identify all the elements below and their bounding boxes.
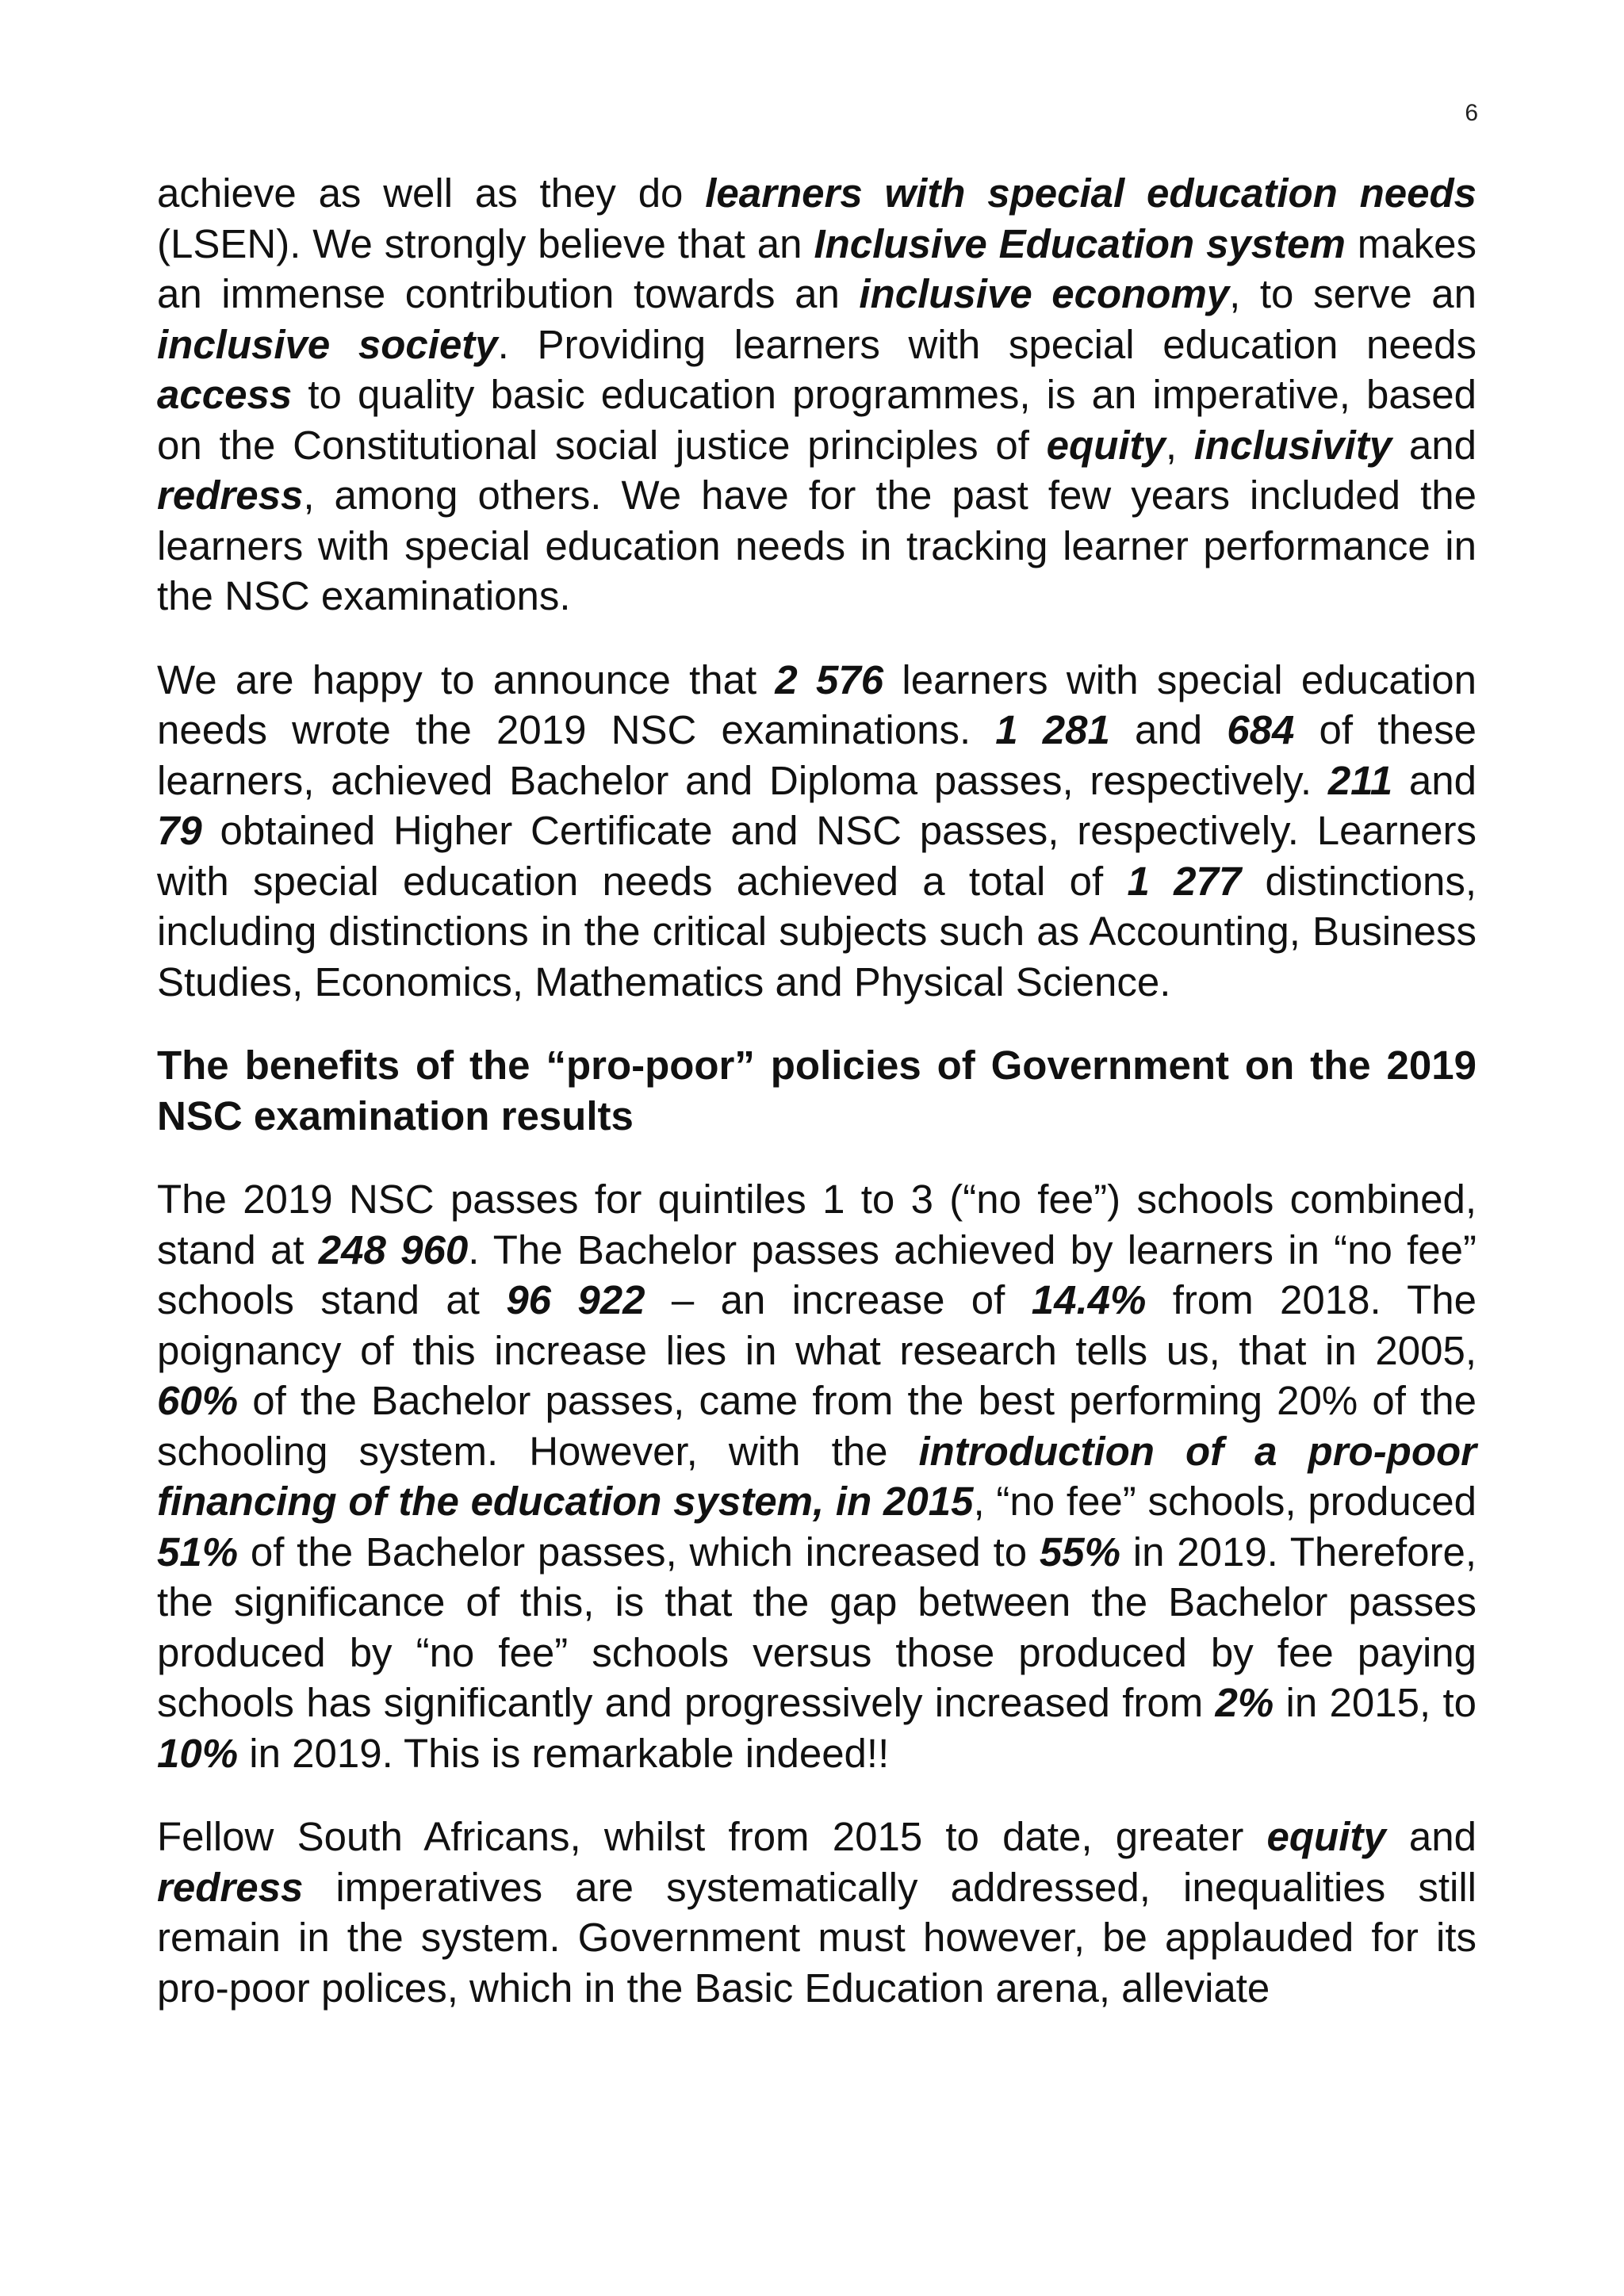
body-text: achieve as well as they do — [157, 170, 706, 216]
emphasized-text: 55% — [1039, 1529, 1120, 1575]
body-text: imperatives are systematically addressed, inequalities still remain in the system. Government must however, be applauded for its pro-poor polices, which in the Basic Education arena, alleviate — [157, 1864, 1477, 2011]
body-text: Fellow South Africans, whilst from 2015 to date, greater — [157, 1814, 1267, 1859]
emphasized-text: equity — [1046, 422, 1166, 468]
emphasized-text: inclusive society — [157, 321, 498, 367]
emphasized-text: redress — [157, 473, 304, 518]
body-text: of the Bachelor passes, came from the best performing 20% of the schooling system. However, with the — [157, 1378, 1477, 1474]
body-text: – an increase of — [645, 1277, 1032, 1322]
emphasized-text: access — [157, 372, 293, 417]
document-body — [157, 168, 1477, 2046]
body-text: (LSEN). We strongly believe that an — [157, 220, 814, 266]
body-text: We are happy to announce that — [157, 656, 776, 702]
body-text: and — [1385, 1814, 1477, 1859]
body-text: and — [1392, 422, 1477, 468]
emphasized-text: 51% — [157, 1529, 239, 1575]
emphasized-text: 1 281 — [995, 707, 1110, 752]
emphasized-text: Inclusive Education system — [814, 220, 1346, 266]
emphasized-text: redress — [157, 1864, 304, 1910]
emphasized-text: equity — [1266, 1814, 1386, 1859]
emphasized-text: 14.4% — [1031, 1277, 1147, 1322]
lsen-results-paragraph — [157, 655, 1477, 1008]
emphasized-text: 2% — [1215, 1680, 1274, 1725]
body-text: from 2018. The poignancy of this increase lies in what research tells us, that in 2005, — [157, 1277, 1477, 1373]
lsen-paragraph — [157, 168, 1477, 622]
emphasized-text: 1 277 — [1127, 858, 1242, 904]
body-text: obtained Higher Certificate and NSC passes, respectively. Learners with special education needs achieved a total of — [157, 808, 1477, 904]
body-text: The 2019 NSC passes for quintiles 1 to 3 (“no fee”) schools combined, stand at — [157, 1177, 1477, 1272]
body-text: . The Bachelor passes achieved by learners in “no fee” schools stand at — [157, 1226, 1477, 1322]
emphasized-text: inclusivity — [1193, 422, 1392, 468]
body-text: learners with special education needs wrote the 2019 NSC examinations. — [157, 656, 1477, 752]
inequalities-paragraph — [157, 1812, 1477, 2013]
body-text: , to serve an — [1229, 271, 1477, 316]
body-text: . Providing learners with special education needs — [497, 321, 1477, 367]
emphasized-text: 248 960 — [318, 1226, 469, 1272]
emphasized-text: 684 — [1227, 707, 1295, 752]
body-text: in 2019. Therefore, the significance of this, is that the gap between the Bachelor passes produced by “no fee” schools versus those produced by fee paying schools has significantly and progressively increased from — [157, 1529, 1477, 1725]
emphasized-text: 2 576 — [775, 656, 884, 702]
body-text: The benefits of the “pro-poor” policies of Government on the 2019 NSC examination results — [157, 1043, 1477, 1138]
body-text: in 2015, to — [1274, 1680, 1477, 1725]
body-text: of these learners, achieved Bachelor and Diploma passes, respectively. — [157, 707, 1477, 803]
body-text: in 2019. This is remarkable indeed!! — [238, 1730, 890, 1776]
body-text: to quality basic education programmes, is an imperative, based on the Constitutional social justice principles of — [157, 372, 1477, 468]
body-text: and — [1392, 757, 1477, 803]
emphasized-text: learners with special education needs — [705, 170, 1477, 216]
emphasized-text: 79 — [157, 808, 202, 853]
body-text: , — [1165, 422, 1194, 468]
section-heading — [157, 1040, 1477, 1141]
emphasized-text: inclusive economy — [859, 271, 1230, 316]
body-text: distinctions, including distinctions in the critical subjects such as Accounting, Business Studies, Economics, Mathematics and Physical Science. — [157, 858, 1477, 1004]
body-text: of the Bachelor passes, which increased to — [238, 1529, 1040, 1575]
no-fee-schools-paragraph — [157, 1174, 1477, 1778]
page-number: 6 — [1465, 100, 1478, 126]
emphasized-text: 10% — [157, 1730, 239, 1776]
emphasized-text: 60% — [157, 1378, 239, 1423]
body-text: makes an immense contribution towards an — [157, 220, 1477, 316]
emphasized-text: introduction of a pro-poor financing of the education system, in 2015 — [157, 1428, 1477, 1524]
body-text: , among others. We have for the past few years included the learners with special education needs in tracking learner performance in the NSC examinations. — [157, 473, 1477, 618]
emphasized-text: 211 — [1327, 757, 1393, 803]
body-text: , “no fee” schools, produced — [973, 1479, 1477, 1524]
emphasized-text: 96 922 — [506, 1277, 645, 1322]
body-text: and — [1109, 707, 1228, 752]
